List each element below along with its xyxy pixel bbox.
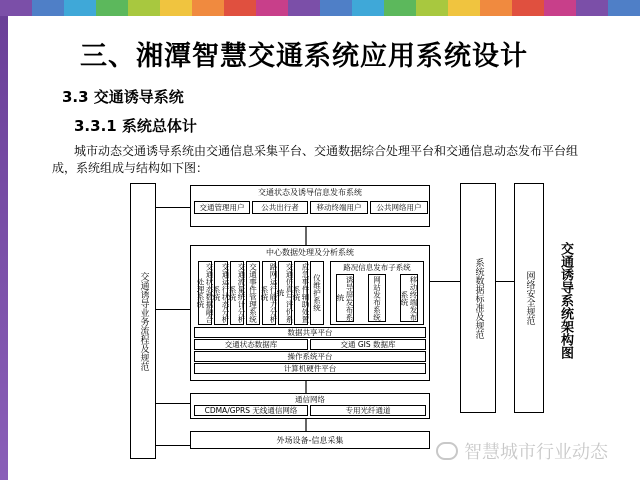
strip-segment bbox=[160, 0, 192, 16]
strip-segment bbox=[288, 0, 320, 16]
network-fiber: 专用光纤通道 bbox=[310, 405, 426, 416]
watermark bbox=[436, 438, 608, 464]
data-share-platform: 数据共享平台 bbox=[194, 327, 426, 338]
strip-segment bbox=[480, 0, 512, 16]
publish-item-2: 移动终端发布系统 bbox=[400, 275, 418, 321]
subsystem-2: 交通流量统计分析系统 bbox=[228, 263, 246, 323]
publish-subsystem-title: 路况信息发布子系统 bbox=[343, 263, 411, 272]
left-accent-strip bbox=[0, 16, 8, 480]
strip-segment bbox=[576, 0, 608, 16]
user-box-mobile: 移动终端用户 bbox=[310, 201, 368, 214]
subsystem-0: 交通状态数据融合处理系统 bbox=[196, 263, 214, 323]
publish-item-1: 网站发布系统 bbox=[368, 274, 386, 322]
strip-segment bbox=[0, 0, 32, 16]
user-box-traffic-mgmt: 交通管理用户 bbox=[194, 201, 250, 214]
strip-segment bbox=[608, 0, 640, 16]
left-panel-label: 交通诱导业务流程及规范 bbox=[138, 271, 149, 371]
watermark-text: 智慧城市行业动态 bbox=[464, 442, 608, 463]
strip-segment bbox=[224, 0, 256, 16]
strip-segment bbox=[128, 0, 160, 16]
center-processing-title: 中心数据处理及分析系统 bbox=[266, 247, 354, 257]
subsystem-1: 交通运行状态分析系统 bbox=[212, 263, 230, 323]
user-box-network: 公共网络用户 bbox=[370, 201, 428, 214]
network-cdma: CDMA/GPRS 无线通信网络 bbox=[194, 405, 308, 416]
right-panel-1-label: 系统数据标准及规范 bbox=[473, 257, 484, 339]
strip-segment bbox=[192, 0, 224, 16]
section-heading: 3.3 交通诱导系统 bbox=[62, 88, 184, 106]
db-gis: 交通 GIS 数据库 bbox=[310, 339, 426, 350]
os-platform: 操作系统平台 bbox=[194, 351, 426, 362]
intro-paragraph: 城市动态交通诱导系统由交通信息采集平台、交通数据综合处理平台和交通信息动态发布平台组成，系统组成与结构如下图： bbox=[52, 144, 579, 175]
right-panel-data-standards bbox=[460, 183, 496, 413]
subsystem-5: 交通仿真与评价系统 bbox=[276, 263, 294, 323]
status-system-title: 交通状态及诱导信息发布系统 bbox=[258, 187, 362, 197]
strip-segment bbox=[320, 0, 352, 16]
strip-segment bbox=[96, 0, 128, 16]
right-panel-2-label: 网络安全规范 bbox=[524, 271, 535, 325]
subsystem-3: 交通事件管理系统 bbox=[246, 261, 260, 325]
right-panel-network-security bbox=[514, 183, 544, 413]
wechat-icon bbox=[436, 442, 458, 460]
db-traffic-status: 交通状态数据库 bbox=[194, 339, 308, 350]
hardware-platform: 计算机硬件平台 bbox=[194, 363, 426, 374]
publish-item-0: 诱导屏发布系统 bbox=[336, 275, 354, 321]
subsystem-6: 应急事件辅助处置系统 bbox=[292, 263, 310, 323]
left-panel-business-rules bbox=[130, 183, 156, 459]
subsystem-7: 仪维护系统 bbox=[310, 261, 324, 325]
subsection-heading: 3.3.1 系统总体计 bbox=[74, 117, 197, 135]
architecture-diagram bbox=[130, 181, 544, 461]
network-title: 通信网络 bbox=[295, 394, 325, 404]
subsystem-4: 路网运行能力分析系统 bbox=[260, 263, 278, 323]
strip-segment bbox=[256, 0, 288, 16]
user-box-public: 公共出行者 bbox=[252, 201, 308, 214]
slide-title: 三、湘潭智慧交通系统应用系统设计 bbox=[80, 41, 528, 72]
top-color-strip bbox=[0, 0, 640, 16]
strip-segment bbox=[64, 0, 96, 16]
strip-segment bbox=[416, 0, 448, 16]
strip-segment bbox=[352, 0, 384, 16]
field-devices-box: 外场设备-信息采集 bbox=[190, 431, 430, 449]
strip-segment bbox=[512, 0, 544, 16]
strip-segment bbox=[544, 0, 576, 16]
strip-segment bbox=[384, 0, 416, 16]
strip-segment bbox=[32, 0, 64, 16]
strip-segment bbox=[448, 0, 480, 16]
diagram-caption: 交通诱导系统架构图 bbox=[558, 242, 573, 359]
